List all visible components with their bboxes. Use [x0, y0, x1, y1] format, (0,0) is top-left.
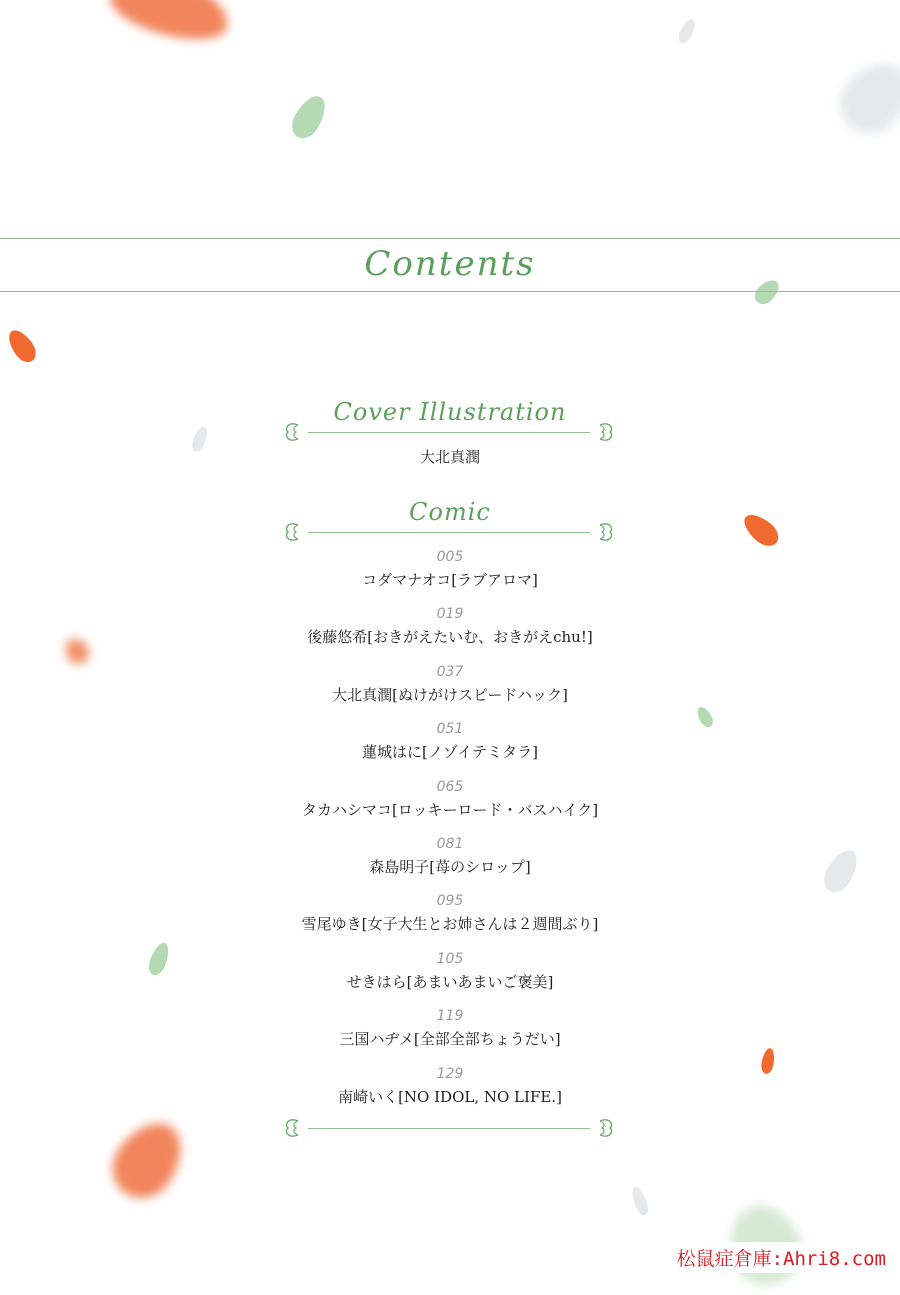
page-number: 051 — [436, 721, 464, 738]
list-item — [0, 663, 900, 720]
heart-ornament-icon — [282, 1118, 302, 1138]
list-item — [0, 548, 900, 605]
list-item — [0, 778, 900, 835]
heart-ornament-icon — [282, 522, 302, 542]
grey-petal-decoration — [676, 17, 698, 46]
list-item — [0, 605, 900, 662]
orange-petal-decoration — [100, 1110, 195, 1210]
entry-title: 三国ハヂメ[全部全部ちょうだい] — [339, 1030, 561, 1049]
cover-illustration-heading: Cover Illustration — [333, 398, 567, 426]
section-divider — [282, 1118, 616, 1140]
entry-title: 雪尾ゆき[女子大生とお姉さんは２週間ぶり] — [301, 915, 599, 934]
grey-petal-decoration — [828, 49, 900, 145]
page-number: 129 — [436, 1065, 464, 1082]
watermark-text: 松鼠症倉庫:Ahri8.com — [671, 1242, 892, 1273]
grey-petal-decoration — [629, 1185, 651, 1217]
list-item — [0, 720, 900, 777]
header-bottom-rule — [0, 291, 900, 292]
entry-title: せきはら[あまいあまいご褒美] — [346, 972, 554, 991]
list-item — [0, 1065, 900, 1122]
page-number: 105 — [436, 950, 464, 967]
heart-ornament-icon — [282, 422, 302, 442]
section-divider — [282, 522, 616, 544]
page-number: 065 — [436, 778, 464, 795]
page-number: 095 — [436, 893, 464, 910]
entry-title: 森島明子[苺のシロップ] — [369, 857, 531, 876]
page-title: Contents — [364, 244, 536, 284]
list-item — [0, 1007, 900, 1064]
green-petal-decoration — [286, 91, 332, 144]
list-item — [0, 950, 900, 1007]
page-number: 019 — [436, 606, 464, 623]
list-item — [0, 835, 900, 892]
orange-petal-decoration — [3, 326, 40, 367]
heart-ornament-icon — [596, 522, 616, 542]
heart-ornament-icon — [596, 422, 616, 442]
orange-petal-decoration — [105, 0, 235, 50]
header-top-rule — [0, 238, 900, 239]
page-number: 081 — [436, 835, 464, 852]
cover-artist-name: 大北真潤 — [419, 448, 480, 466]
section-divider — [282, 422, 616, 444]
entry-title: 南崎いく[NO IDOL, NO LIFE.] — [338, 1087, 562, 1106]
page-number: 005 — [436, 549, 464, 565]
comic-heading: Comic — [409, 498, 491, 526]
table-of-contents-list — [0, 548, 900, 1122]
heart-ornament-icon — [596, 1118, 616, 1138]
entry-title: タカハシマコ[ロッキーロード・バスハイク] — [301, 800, 599, 819]
page-number: 037 — [436, 663, 464, 680]
page-number: 119 — [436, 1008, 464, 1025]
entry-title: コダマナオコ[ラブアロマ] — [362, 571, 538, 589]
entry-title: 大北真潤[ぬけがけスピードハック] — [332, 685, 568, 704]
entry-title: 蓮城はに[ノゾイテミタラ] — [362, 743, 538, 762]
list-item — [0, 892, 900, 949]
entry-title: 後藤悠希[おきがえたいむ、おきがえchu!] — [307, 628, 593, 647]
